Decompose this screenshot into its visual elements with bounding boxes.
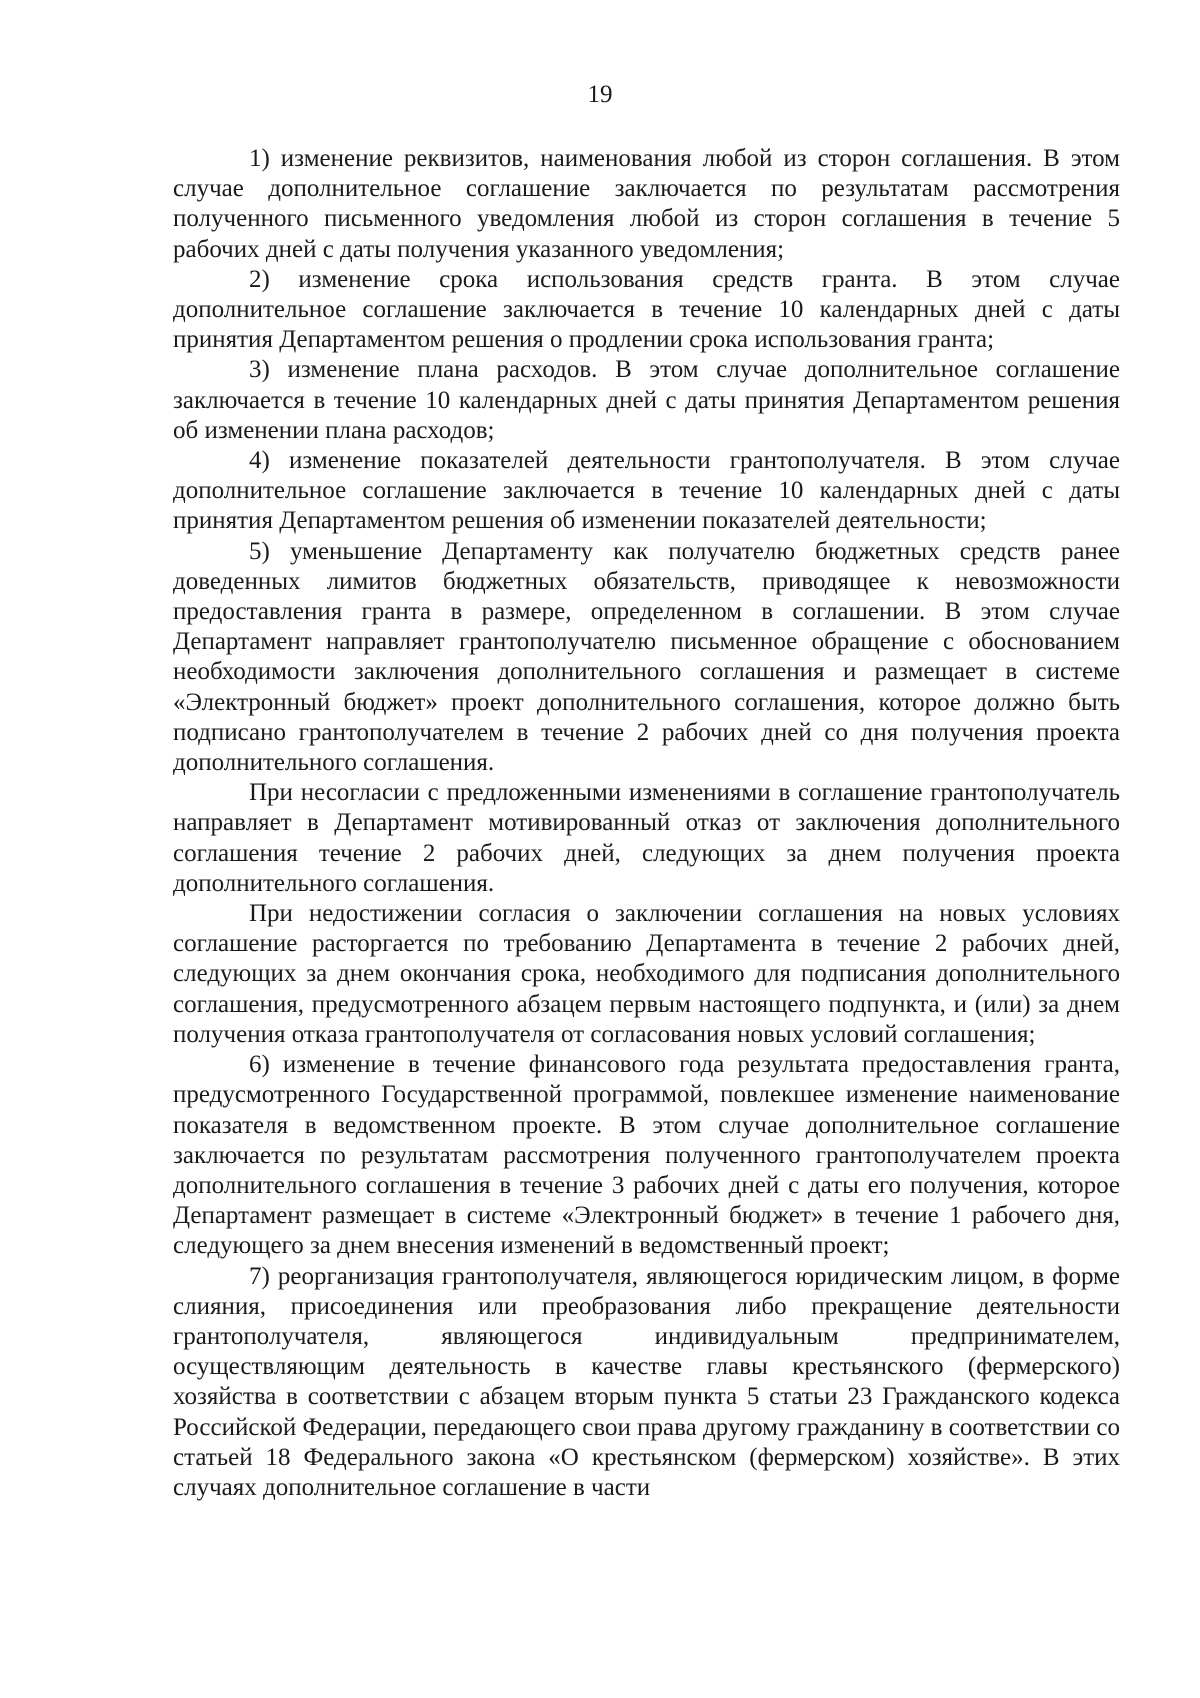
paragraph-item-7: 7) реорганизация грантополучателя, являющегося юридическим лицом, в форме слияния, присоединения или преобразования либо прекращение деятельности грантополучателя, являющегося индивидуальным предпринимателем, осуществляющим деятельность в качестве главы крестьянского (фермерского) хозяйства в соответствии с абзацем вторым пункта 5 статьи 23 Гражданского кодекса Российской Федерации, передающего свои права другому гражданину в соответствии со статьей 18 Федерального закона «О крестьянском (фермерском) хозяйстве». В этих случаях дополнительное соглашение в части [173,1262,1120,1501]
paragraph-disagreement: При несогласии с предложенными изменениями в соглашение грантополучатель направляет в Департамент мотивированный отказ от заключения дополнительного соглашения течение 2 рабочих дней, следующих за днем получения проекта дополнительного соглашения. [173,779,1120,897]
paragraph-no-agreement: При недостижении согласия о заключении соглашения на новых условиях соглашение расторгается по требованию Департамента в течение 2 рабочих дней, следующих за днем окончания срока, необходимого для подписания дополнительного соглашения, предусмотренного абзацем первым настоящего подпункта, и (или) за днем получения отказа грантополучателя от согласования новых условий соглашения; [173,900,1120,1048]
paragraph-item-1: 1) изменение реквизитов, наименования любой из сторон соглашения. В этом случае дополнительное соглашение заключается по результатам рассмотрения полученного письменного уведомления любой из сторон соглашения в течение 5 рабочих дней с даты получения указанного уведомления; [173,145,1120,263]
paragraph-item-2: 2) изменение срока использования средств гранта. В этом случае дополнительное соглашение заключается в течение 10 календарных дней с даты принятия Департаментом решения о продлении срока использования гранта; [173,265,1120,354]
paragraph-item-4: 4) изменение показателей деятельности грантополучателя. В этом случае дополнительное соглашение заключается в течение 10 календарных дней с даты принятия Департаментом решения об изменении показателей деятельности; [173,447,1120,535]
paragraph-item-6: 6) изменение в течение финансового года результата предоставления гранта, предусмотренного Государственной программой, повлекшее изменение наименование показателя в ведомственном проекте. В этом случае дополнительное соглашение заключается по результатам рассмотрения полученного грантополучателем проекта дополнительного соглашения в течение 3 рабочих дней с даты его получения, которое Департамент размещает в системе «Электронный бюджет» в течение 1 рабочего дня, следующего за днем внесения изменений в ведомственный проект; [173,1051,1120,1260]
document-body [173,144,1120,1503]
page-number: 19 [587,81,613,108]
paragraph-item-5: 5) уменьшение Департаменту как получателю бюджетных средств ранее доведенных лимитов бюджетных обязательств, приводящее к невозможности предоставления гранта в размере, определенном в соглашении. В этом случае Департамент направляет грантополучателю письменное обращение с обоснованием необходимости заключения дополнительного соглашения и размещает в системе «Электронный бюджет» проект дополнительного соглашения, которое должно быть подписано грантополучателем в течение 2 рабочих дней со дня получения проекта дополнительного соглашения. [173,537,1120,777]
paragraph-item-3: 3) изменение плана расходов. В этом случае дополнительное соглашение заключается в течение 10 календарных дней с даты принятия Департаментом решения об изменении плана расходов; [173,356,1120,444]
